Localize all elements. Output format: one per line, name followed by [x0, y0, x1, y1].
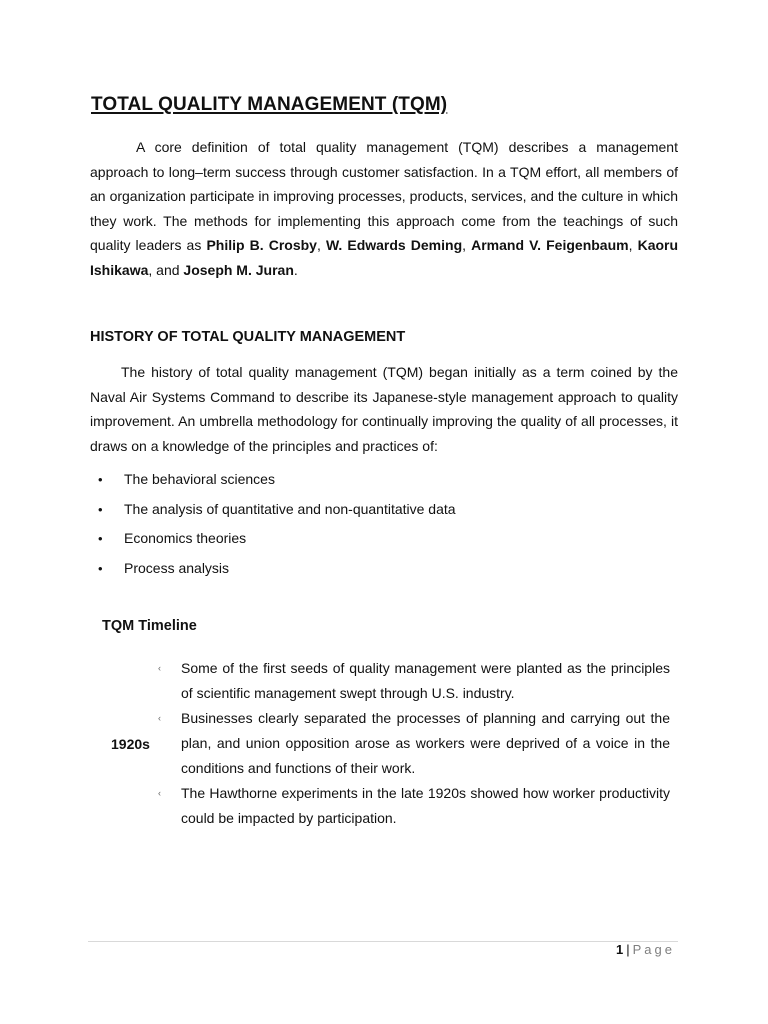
bullet-icon: • [98, 560, 103, 576]
page-number: 1 [616, 942, 624, 957]
list-item [98, 467, 456, 497]
history-text: The history of total quality management (TQM) began initially as a term coined by the Naval Air Systems Command to describe its Japanese-style management approach to quality improvement. An umbrella methodology for continually improving the quality of all processes, it draws on a knowledge of the principles and practices of: [90, 364, 678, 454]
tick-icon: ‹ [158, 663, 161, 673]
bullet-icon: • [98, 531, 103, 546]
bullet-icon: • [98, 472, 103, 487]
tick-icon: ‹ [158, 713, 161, 723]
leader-name: Philip B. Crosby [206, 237, 317, 253]
timeline-events [158, 656, 670, 831]
footer-separator: | [626, 942, 630, 957]
footer-divider [88, 941, 678, 942]
intro-separator: , [462, 237, 472, 253]
timeline-event [158, 706, 670, 781]
leader-name: Kaoru Ishikawa [90, 237, 679, 278]
practices-list [98, 467, 456, 585]
list-item-text: The analysis of quantitative and non-quantitative data [124, 500, 456, 517]
intro-text: A core definition of total quality management (TQM) describes a management approach to long–term success through customer satisfaction. In a TQM effort, all members of an organization participate in improving processes, products, services, and the culture in which they work. The methods for implementing this approach come from the teachings of such quality leaders as [90, 139, 678, 253]
timeline-event [158, 656, 670, 706]
page-footer [616, 942, 675, 957]
intro-separator: , [316, 237, 326, 253]
list-item [98, 497, 456, 527]
intro-separator: , [628, 237, 638, 253]
history-heading: HISTORY OF TOTAL QUALITY MANAGEMENT [90, 329, 406, 345]
intro-end: . [293, 261, 298, 278]
timeline-event-text: The Hawthorne experiments in the late 1920s showed how worker productivity could be impacted by participation. [181, 785, 670, 826]
document-title: TOTAL QUALITY MANAGEMENT (TQM) [91, 94, 448, 115]
list-item [98, 556, 456, 586]
timeline-heading: TQM Timeline [102, 618, 197, 634]
intro-paragraph [90, 135, 678, 282]
page-label: Page [632, 942, 675, 957]
timeline-event [158, 781, 670, 831]
bullet-icon: • [98, 501, 103, 517]
list-item [98, 526, 456, 556]
tick-icon: ‹ [158, 788, 161, 798]
history-paragraph [90, 360, 678, 458]
list-item-text: The behavioral sciences [124, 471, 275, 487]
leader-name: Joseph M. Juran [183, 261, 294, 278]
timeline-event-text: Businesses clearly separated the processes of planning and carrying out the plan, and union opposition arose as workers were deprived of a voice in the conditions and functions of their work. [181, 710, 670, 776]
intro-separator: , and [148, 261, 184, 278]
timeline-decade-label: 1920s [111, 736, 150, 752]
list-item-text: Process analysis [124, 559, 230, 576]
list-item-text: Economics theories [124, 530, 247, 546]
leader-name: W. Edwards Deming [325, 237, 463, 253]
timeline-event-text: Some of the first seeds of quality management were planted as the principles of scientific management swept through U.S. industry. [181, 660, 670, 701]
leader-name: Armand V. Feigenbaum [471, 237, 629, 253]
